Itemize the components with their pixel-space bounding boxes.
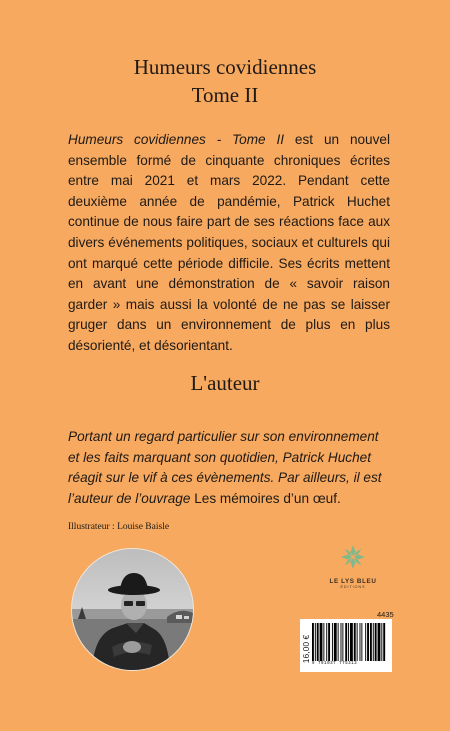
barcode-bar <box>341 623 342 661</box>
book-title-line2: Tome II <box>191 83 259 107</box>
author-portrait-image <box>72 549 193 670</box>
barcode-bar <box>326 623 327 661</box>
publisher-name: LE LYS BLEU <box>329 578 377 585</box>
author-bio <box>68 427 392 509</box>
barcode-bar <box>365 623 366 661</box>
price-label: 16,00 € <box>301 634 311 664</box>
book-title <box>0 53 450 109</box>
publisher-logo <box>318 544 388 589</box>
barcode-bar <box>315 623 316 661</box>
barcode-bar <box>370 623 372 661</box>
barcode-bar <box>323 623 324 661</box>
author-bio-book-title: Les mémoires d’un œuf. <box>190 490 341 506</box>
barcode-bar <box>361 623 362 661</box>
barcode-bar <box>381 623 382 661</box>
barcode-bar <box>367 623 369 661</box>
barcode-bar <box>350 623 353 661</box>
barcode-bar <box>312 623 314 661</box>
barcode-bar <box>357 623 358 661</box>
barcode-bar <box>345 623 347 661</box>
author-portrait <box>71 548 194 671</box>
barcode-bar <box>348 623 349 661</box>
lily-flower-icon <box>340 544 366 570</box>
author-heading: L'auteur <box>190 371 260 395</box>
barcode-bar <box>338 623 339 661</box>
synopsis-text: est un nouvel ensemble formé de cinquante chroniques écrites entre mai 2021 et mars 2022. Pendant cette deuxième année de pandémie, Patrick Huchet continue de nous faire part de ses réactions face aux divers événements politiques, sociaux et culturels qui ont marqué cette période difficile. Ses écrits mettent en avant une démonstration de « savoir raison garder » mais aussi la volonté de ne pas se laisser gruger dans un environnement de plus en plus désorienté, et désorientant. <box>68 132 390 353</box>
barcode-bar <box>375 623 377 661</box>
barcode-bar <box>383 623 385 661</box>
barcode-bar <box>342 623 343 661</box>
synopsis-italic-title: Humeurs covidiennes - Tome II <box>68 132 285 147</box>
product-code: 4435 <box>377 610 394 619</box>
barcode-bar <box>354 623 356 661</box>
publisher-subtitle: ÉDITIONS <box>340 585 366 589</box>
author-bio-italic: Portant un regard particulier sur son environnement et les faits marquant son quotidien, Patrick Huchet réagit sur le vif à ces évènements. Par ailleurs, il est l’auteur de l’ouvrage <box>68 429 382 506</box>
barcode-bar <box>334 623 337 661</box>
barcode-bar <box>328 623 330 661</box>
barcode-bar <box>320 623 323 661</box>
barcode-bar <box>378 623 381 661</box>
barcode-digits: 9 791037 775313 <box>312 662 358 666</box>
barcode-bar <box>317 623 319 661</box>
book-title-line1: Humeurs covidiennes <box>133 55 317 79</box>
barcode-bar <box>373 623 374 661</box>
barcode-bar <box>332 623 333 661</box>
illustrator-credit: Illustrateur : Louise Baisle <box>68 522 170 532</box>
barcode-bar <box>360 623 361 661</box>
synopsis-paragraph <box>68 130 390 357</box>
